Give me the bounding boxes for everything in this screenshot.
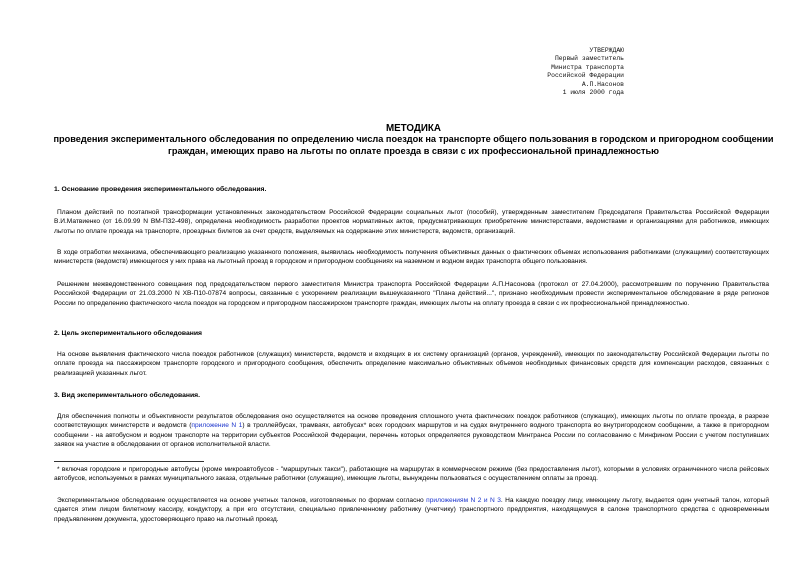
section-1-heading: 1. Основание проведения экспериментального обследования. [54,186,267,193]
section-1-paragraph-3: Решением межведомственного совещания под председательством первого заместителя Министра транспорта Российской Федерации А.П.Насонова (протокол от 27.04.2000), рассмотревшим по поручению Правительства Российской Федерации от 21.03.2000 N ХВ-П10-07874 вопросы, связанные с ускорением реализации вышеуказанного "Плана действий...", признано необходимым провести экспериментальное обследование в ряде регионов России по определению фактического числа поездок на городском и пригородном пассажирском транспорте граждан, имеющих льготы на оплату проезда в связи с их профессиональной принадлежностью. [54,281,769,307]
approval-block [520,47,624,97]
section-3-paragraph-2 [54,496,769,524]
document-title [40,123,787,157]
title-subtitle-line1: проведения экспериментального обследования по определению числа поездок на транспорте общего пользования в городском и пригородном сообщении [53,134,774,145]
approval-position-line1: Первый заместитель [554,55,624,63]
section-3-text-b: ) в троллейбусах, трамваях, автобусах* всех городских маршрутов и на судах внутреннего водного транспорта во внутригородском сообщении, а также в пригородном сообщении - на автобусном и водном транспорте на территории субъектов Российской Федерации, перечень которых определяется руководством Минтранса России по согласованию с Минфином России с учетом поступивших заявок на участие в обследовании от органов исполнительной власти. [54,422,769,449]
approval-position-line2: Министра транспорта [551,63,624,71]
section-2-paragraph-1: На основе выявления фактического числа поездок работников (служащих) министерств, ведомств и входящих в их систему организаций (органов, учреждений), имеющих по законодательству Российской Федерации льготы по оплате проезда на пассажирском транспорте городского и пригородного сообщения, обеспечить определение максимально объективных объемов необходимых финансовых средств для компенсации расходов, связанных с реализацией указанных льгот. [54,351,769,377]
section-1-paragraph-1: Планом действий по поэтапной трансформации установленных законодательством Российской Федерации социальных льгот (пособий), утвержденным заместителем Председателя Правительства Российской Федерации В.И.Матвиенко (от 16.09.99 N ВМ-П32-498), определена необходимость разработки проектов нормативных актов, предусматривающих приобретение министерствами, ведомствами и организациями для работников, имеющих льготы по оплате проезда на транспорте, проездных билетов за счет средств, выделяемых на содержание этих министерств, ведомств, организаций. [54,209,769,235]
section-3-text-a: Для обеспечения полноты и объективности результатов обследования оно осуществляется на основе проведения сплошного учета фактических поездок работников (служащих), имеющих льготы по оплате проезда, в разрезе соответствующих министерств и ведомств ( [54,413,769,430]
approval-name: А.П.Насонов [581,80,624,88]
appendix-2-3-link[interactable]: приложениям N 2 и N 3 [426,497,501,504]
last-text-a: Экспериментальное обследование осуществляется на основе учетных талонов, изготовляемых по формам согласно [57,497,427,504]
title-main: МЕТОДИКА [385,123,441,134]
approval-date: 1 июля 2000 года [562,89,624,97]
footnote-divider [54,461,204,462]
appendix-1-link[interactable]: приложение N 1 [191,422,243,430]
last-text-b: . На каждую поездку лицу, имеющему льготу, выдается один учетный талон, который сдается этим лицом билетному кассиру, кондуктору, а при его отсутствии, специально привлеченному работнику (учетчику) транспортного предприятия, находящемуся в салоне транспортного средства с одновременным предъявлением документа, удостоверяющего право на льготный проезд. [54,497,770,523]
section-1-paragraph-2: В ходе отработки механизма, обеспечивающего реализацию указанного положения, выявилась необходимость получения объективных данных о фактических объемах использования работниками (служащими) соответствующих министерств (ведомств) имеющегося у них права на льготный проезд в городском и пригородном сообщениях на наземном и водном видах транспорта общего пользования. [54,249,769,266]
approval-position-line3: Российской Федерации [547,72,624,80]
section-2-heading: 2. Цель экспериментального обследования [54,330,203,337]
footnote: * включая городские и пригородные автобусы (кроме микроавтобусов - "маршрутных такси"), работающие на маршрутах в коммерческом режиме (без предоставления льгот), которыми в условиях ограниченного числа рейсовых автобусов, используемых в рамках муниципального заказа, отдельные работники (служащие), имеющие льготы, вынуждены пользоваться с осуществлением оплаты за проезд. [54,466,769,483]
approval-word: УТВЕРЖДАЮ [589,47,624,54]
section-3-heading: 3. Вид экспериментального обследования. [54,392,200,399]
title-subtitle-line2: граждан, имеющих право на льготы по оплате проезда в связи с их профессиональной принадлежностью [168,145,659,156]
section-3-paragraph-1 [54,412,769,450]
